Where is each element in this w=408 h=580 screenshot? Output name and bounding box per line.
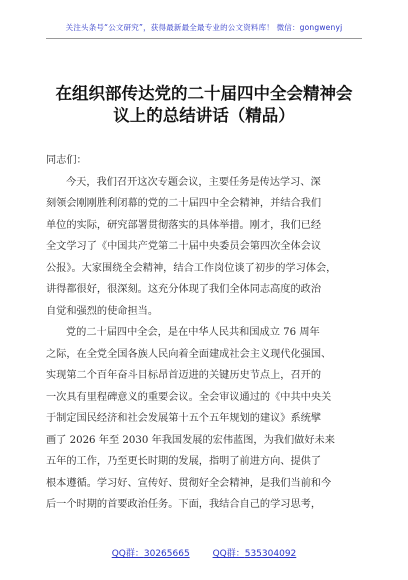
body-line: 于制定国民经济和社会发展第十五个五年规划的建议》系统擘 — [46, 413, 322, 424]
document-body — [46, 150, 364, 516]
body-line: 一次具有里程碑意义的重要会议。全会审议通过的《中共中央关 — [46, 391, 332, 403]
qq-group-1-label: QQ群： — [111, 549, 144, 559]
body-line: 自觉和强烈的使命担当。 — [46, 305, 159, 317]
body-line: 今天，我们召开这次专题会议，主要任务是传达学习、深 — [66, 176, 321, 188]
header-note: 关注头条号“公文研究”，获得最新最全最专业的公文资料库！ 微信：gongwenyj — [65, 23, 343, 32]
qq-group-2-number: 535304092 — [244, 549, 297, 559]
body-line: 公报》。大家围绕全会精神，结合工作岗位谈了初步的学习体会， — [46, 262, 337, 274]
title-line-1: 在组织部传达党的二十届四中全会精神会 — [55, 84, 353, 103]
body-line: 画了 2026 年至 2030 年我国发展的宏伟蓝图，为我们做好未来 — [46, 434, 335, 446]
body-line: 刻领会刚刚胜利闭幕的党的二十届四中全会精神，并结合我们 — [46, 198, 322, 209]
qq-group-1-number: 30265665 — [143, 549, 190, 559]
header-divider — [46, 38, 362, 39]
body-line: 党的二十届四中全会，是在中华人民共和国成立 76 周年 — [66, 327, 320, 338]
body-line: 实现第二个百年奋斗目标昂首迈进的关键历史节点上，召开的 — [46, 370, 322, 381]
salutation: 同志们： — [46, 155, 87, 166]
qq-group-2[interactable] — [213, 546, 297, 559]
body-line: 之际，在全党全国各族人民向着全面建成社会主义现代化强国、 — [46, 348, 332, 360]
body-line: 讲得都很好，很深刻。这充分体现了我们全体同志高度的政治 — [46, 284, 322, 295]
document-title — [40, 83, 368, 127]
body-line: 单位的实际，研究部署贯彻落实的具体举措。刚才，我们已经 — [46, 219, 322, 231]
title-line-2: 议上的总结讲话（精品） — [113, 106, 295, 125]
footer-contacts — [0, 546, 408, 559]
qq-group-2-label: QQ群： — [212, 549, 245, 559]
body-line: 后一个时期的首要政治任务。下面，我结合自己的学习思考， — [46, 499, 322, 510]
body-line: 全文学习了《中国共产党第二十届中央委员会第四次全体会议 — [46, 241, 322, 252]
qq-group-1[interactable] — [112, 546, 190, 559]
body-line: 五年的工作，乃至更长时期的发展，指明了前进方向、提供了 — [46, 456, 322, 467]
body-line: 根本遵循。学习好、宣传好、贯彻好全会精神，是我们当前和今 — [46, 477, 332, 489]
